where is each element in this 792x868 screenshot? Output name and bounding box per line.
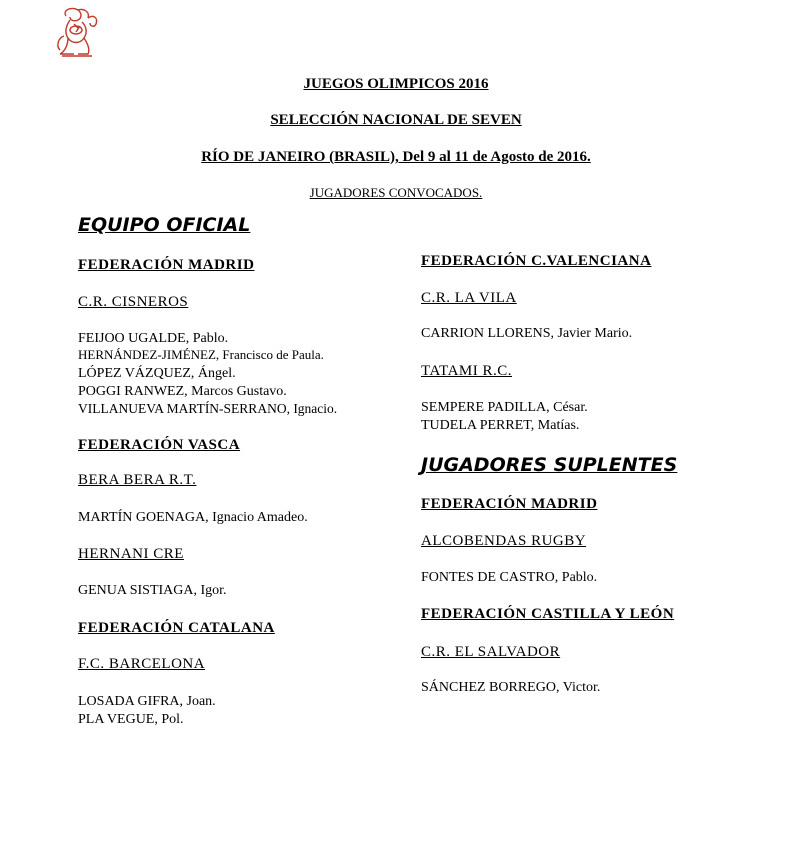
document-title: JUEGOS OLIMPICOS 2016 <box>303 76 489 92</box>
player-name: GENUA SISTIAGA, Igor. <box>78 583 227 598</box>
player-name: LOSADA GIFRA, Joan. <box>78 694 216 709</box>
federation-catalana-heading: FEDERACIÓN CATALANA <box>78 620 275 636</box>
federation-vasca-heading: FEDERACIÓN VASCA <box>78 437 241 453</box>
player-name: PLA VEGUE, Pol. <box>78 712 184 727</box>
player-name: FEIJOO UGALDE, Pablo. <box>78 331 229 346</box>
player-name: POGGI RANWEZ, Marcos Gustavo. <box>78 384 287 399</box>
document-subtitle: SELECCIÓN NACIONAL DE SEVEN <box>270 112 522 128</box>
club-cr-la-vila: C.R. LA VILA <box>421 290 517 306</box>
rugby-federation-emblem-icon <box>52 6 102 60</box>
player-name: SÁNCHEZ BORREGO, Victor. <box>421 680 601 695</box>
jugadores-suplentes-heading: JUGADORES SUPLENTES <box>421 454 678 476</box>
club-cr-cisneros: C.R. CISNEROS <box>78 294 189 310</box>
player-name: SEMPERE PADILLA, César. <box>421 400 588 415</box>
club-bera-bera: BERA BERA R.T. <box>78 472 197 488</box>
federation-madrid-suplentes-heading: FEDERACIÓN MADRID <box>421 496 598 512</box>
federation-valenciana-heading: FEDERACIÓN C.VALENCIANA <box>421 253 652 269</box>
player-name: CARRION LLORENS, Javier Mario. <box>421 326 633 341</box>
federation-madrid-heading: FEDERACIÓN MADRID <box>78 257 255 273</box>
player-name: LÓPEZ VÁZQUEZ, Ángel. <box>78 366 236 381</box>
club-cr-el-salvador: C.R. EL SALVADOR <box>421 644 561 660</box>
federation-castilla-leon-heading: FEDERACIÓN CASTILLA Y LEÓN <box>421 606 675 622</box>
club-fc-barcelona: F.C. BARCELONA <box>78 656 206 672</box>
event-location-dates: RÍO DE JANEIRO (BRASIL), Del 9 al 11 de Agosto de 2016. <box>201 149 591 165</box>
club-alcobendas-rugby: ALCOBENDAS RUGBY <box>421 533 587 549</box>
player-name: FONTES DE CASTRO, Pablo. <box>421 570 598 585</box>
player-name: VILLANUEVA MARTÍN-SERRANO, Ignacio. <box>78 401 338 416</box>
club-tatami-rc: TATAMI R.C. <box>421 363 513 379</box>
club-hernani-cre: HERNANI CRE <box>78 546 184 562</box>
player-name: TUDELA PERRET, Matías. <box>421 418 580 433</box>
convocados-label: JUGADORES CONVOCADOS. <box>309 185 483 200</box>
player-name: HERNÁNDEZ-JIMÉNEZ, Francisco de Paula. <box>78 347 324 362</box>
equipo-oficial-heading: EQUIPO OFICIAL <box>78 214 251 236</box>
player-name: MARTÍN GOENAGA, Ignacio Amadeo. <box>78 510 308 525</box>
